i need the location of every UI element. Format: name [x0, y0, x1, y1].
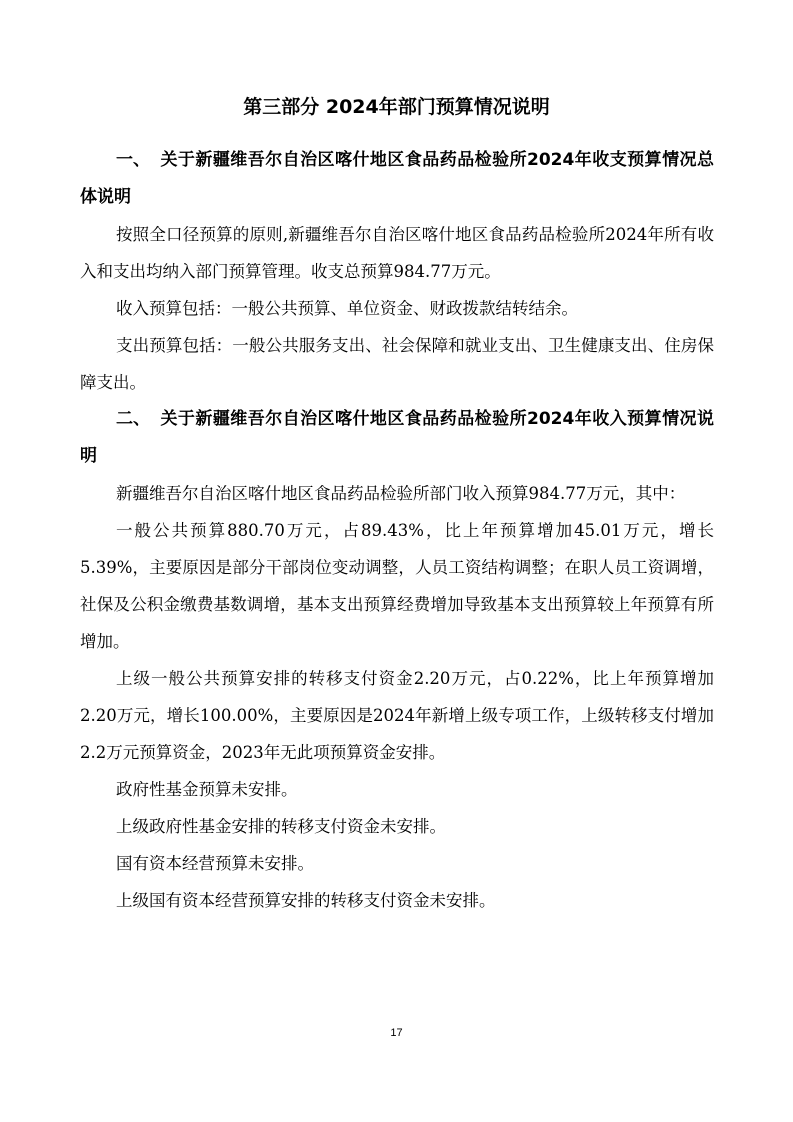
paragraph: 上级一般公共预算安排的转移支付资金2.20万元，占0.22%，比上年预算增加2.20万元，增长100.00%，主要原因是2024年新增上级专项工作，上级转移支付增加2.2万元预算资金，2023年无此项预算资金安排。 [80, 669, 714, 762]
paragraph: 按照全口径预算的原则,新疆维吾尔自治区喀什地区食品药品检验所2024年所有收入和支出均纳入部门预算管理。收支总预算984.77万元。 [80, 225, 714, 281]
section-heading-text: 关于新疆维吾尔自治区喀什地区食品药品检验所2024年收入预算情况说明 [80, 409, 714, 466]
paragraph: 上级国有资本经营预算安排的转移支付资金未安排。 [116, 891, 496, 910]
paragraph: 支出预算包括：一般公共服务支出、社会保障和就业支出、卫生健康支出、住房保障支出。 [80, 336, 714, 392]
paragraph: 一般公共预算880.70万元，占89.43%，比上年预算增加45.01万元，增长5.39%，主要原因是部分干部岗位变动调整，人员工资结构调整；在职人员工资调增，社保及公积金缴费基数调增，基本支出预算经费增加导致基本支出预算较上年预算有所增加。 [80, 521, 714, 651]
paragraph: 上级政府性基金安排的转移支付资金未安排。 [116, 817, 446, 836]
section-heading-1 [80, 142, 714, 216]
section-heading-text: 关于新疆维吾尔自治区喀什地区食品药品检验所2024年收支预算情况总体说明 [80, 150, 714, 207]
document-body [80, 142, 714, 919]
page-number: 17 [390, 1027, 403, 1039]
paragraph: 新疆维吾尔自治区喀什地区食品药品检验所部门收入预算984.77万元，其中： [116, 484, 686, 503]
section-number: 二、 [116, 409, 150, 429]
paragraph: 收入预算包括：一般公共预算、单位资金、财政拨款结转结余。 [116, 299, 578, 318]
paragraph: 政府性基金预算未安排。 [116, 780, 298, 799]
paragraph: 国有资本经营预算未安排。 [116, 854, 314, 873]
section-number: 一、 [116, 150, 150, 170]
section-heading-2 [80, 401, 714, 475]
page-title: 第三部分 2024年部门预算情况说明 [243, 96, 550, 118]
